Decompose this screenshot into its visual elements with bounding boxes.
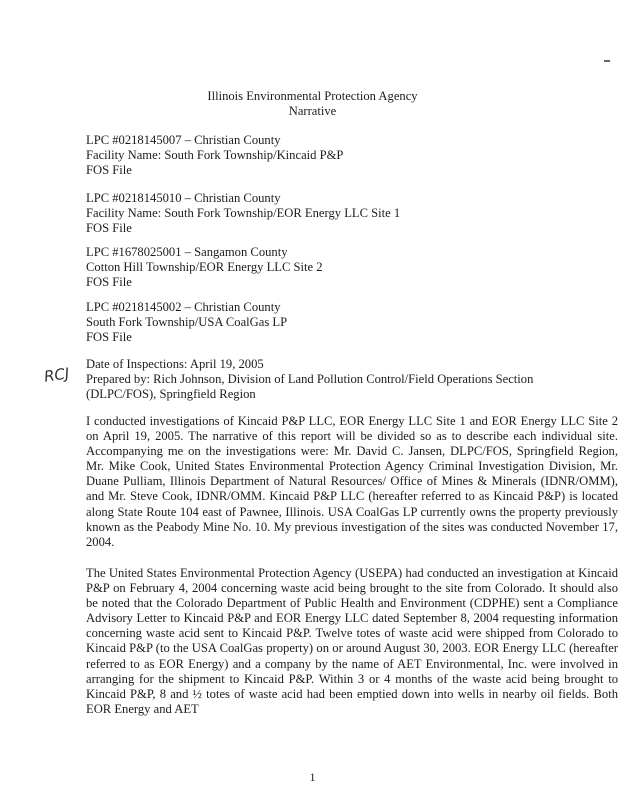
prepared-by-section: (DLPC/FOS), Springfield Region: [86, 387, 256, 401]
site-block: [86, 245, 606, 290]
inspection-date: Date of Inspections: April 19, 2005: [86, 357, 264, 371]
prepared-by: Prepared by: Rich Johnson, Division of Land Pollution Control/Field Operations Section: [86, 372, 534, 386]
inspection-block: [86, 357, 606, 402]
site-file-line: FOS File: [86, 163, 132, 177]
site-block: [86, 191, 606, 236]
scan-mark: [604, 60, 610, 62]
site-lpc-line: LPC #0218145007 – Christian County: [86, 133, 281, 147]
agency-title: Illinois Environmental Protection Agency: [207, 89, 418, 103]
site-lpc-line: LPC #0218145002 – Christian County: [86, 300, 281, 314]
site-facility-line: South Fork Township/USA CoalGas LP: [86, 315, 288, 329]
page-number: 1: [309, 770, 316, 784]
site-lpc-line: LPC #0218145010 – Christian County: [86, 191, 281, 205]
body-paragraph: The United States Environmental Protection Agency (USEPA) had conducted an investigation at Kincaid P&P on February 4, 2004 concerning waste acid being brought to the site from Colorado. It should also be noted that the Colorado Department of Public Health and Environment (CDPHE) sent a Compliance Advisory Letter to Kincaid P&P and EOR Energy LLC dated September 8, 2004 requesting information concerning waste acid sent to Kincaid P&P. Twelve totes of waste acid were shipped from Colorado to Kincaid P&P (to the USA CoalGas property) on or around August 30, 2003. EOR Energy LLC (hereafter referred to as EOR Energy) and a company by the name of AET Environmental, Inc. were involved in arranging for the shipment to Kincaid P&P. Within 3 or 4 months of the waste acid being brought to Kincaid P&P, 8 and ½ totes of waste acid had been emptied down into wells in nearby oil fields. Both EOR Energy and AET: [86, 566, 618, 716]
site-facility-line: Cotton Hill Township/EOR Energy LLC Site 2: [86, 260, 323, 274]
site-facility-line: Facility Name: South Fork Township/Kincaid P&P: [86, 148, 344, 162]
site-file-line: FOS File: [86, 330, 132, 344]
site-file-line: FOS File: [86, 221, 132, 235]
document-subtitle: Narrative: [288, 104, 337, 118]
site-block: [86, 133, 606, 178]
site-lpc-line: LPC #1678025001 – Sangamon County: [86, 245, 288, 259]
site-file-line: FOS File: [86, 275, 132, 289]
site-block: [86, 300, 606, 345]
body-paragraph: I conducted investigations of Kincaid P&P LLC, EOR Energy LLC Site 1 and EOR Energy LLC Site 2 on April 19, 2005. The narrative of this report will be divided so as to describe each individual site. Accompanying me on the investigations were: Mr. David C. Jansen, DLPC/FOS, Springfield Region, Mr. Mike Cook, United States Environmental Protection Agency Criminal Investigation Division, Mr. Duane Pulliam, Illinois Department of Natural Resources/ Office of Mines & Minerals (IDNR/OMM), and Mr. Steve Cook, IDNR/OMM. Kincaid P&P LLC (hereafter referred to as Kincaid P&P) is located along State Route 104 east of Pawnee, Illinois. USA CoalGas LP currently owns the property previously known as the Peabody Mine No. 10. My previous investigation of the sites was conducted November 17, 2004.: [86, 414, 618, 549]
handwritten-initials: RCJ: [42, 364, 71, 386]
site-facility-line: Facility Name: South Fork Township/EOR Energy LLC Site 1: [86, 206, 401, 220]
